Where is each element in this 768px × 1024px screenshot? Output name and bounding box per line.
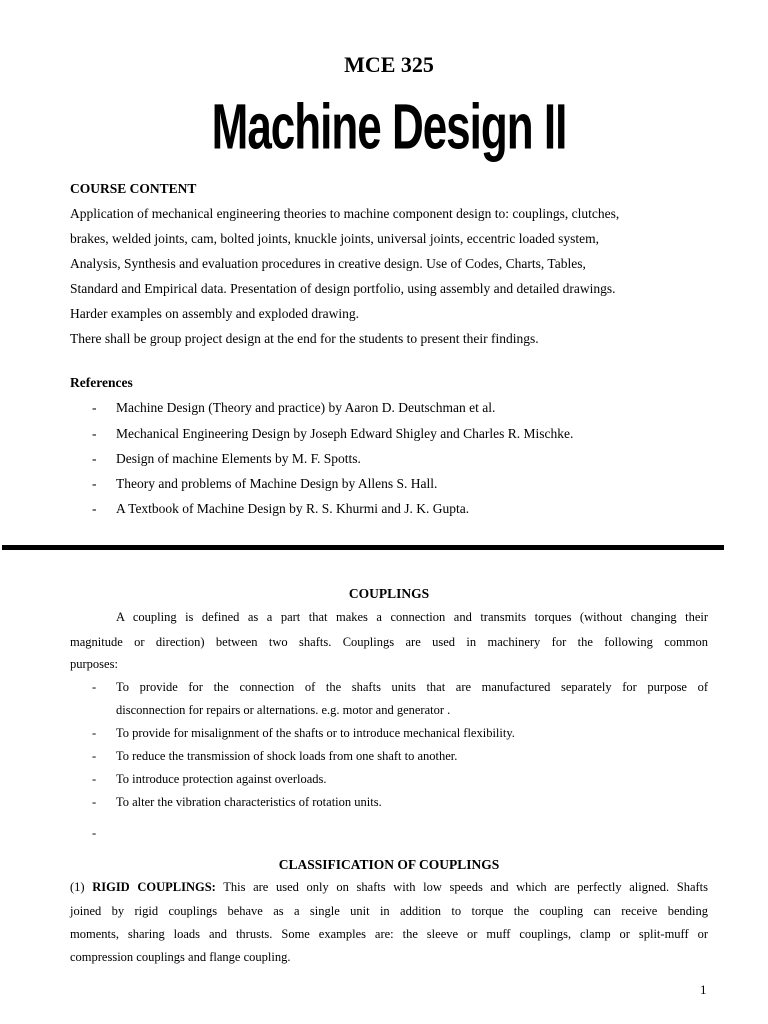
reference-text: A Textbook of Machine Design by R. S. Khurmi and J. K. Gupta. <box>116 501 470 516</box>
rigid-number: (1) <box>70 880 85 894</box>
course-content-line: Analysis, Synthesis and evaluation procedures in creative design. Use of Codes, Charts, Tables, <box>70 256 586 271</box>
reference-text: Theory and problems of Machine Design by Allens S. Hall. <box>116 476 438 491</box>
purpose-item: - To reduce the transmission of shock loads from one shaft to another. <box>92 749 458 763</box>
classification-heading: CLASSIFICATION OF COUPLINGS <box>278 857 500 872</box>
reference-text: Machine Design (Theory and practice) by Aaron D. Deutschman et al. <box>116 400 496 415</box>
course-content-line: There shall be group project design at the end for the students to present their findings. <box>70 331 539 346</box>
purpose-text: To provide for the connection of the shafts units that are manufactured separately for purpose of <box>116 680 708 694</box>
course-content-line: Application of mechanical engineering theories to machine component design to: couplings, clutches, <box>70 206 620 221</box>
purpose-text: To reduce the transmission of shock loads from one shaft to another. <box>116 749 458 763</box>
purpose-item: - To provide for misalignment of the shafts or to introduce mechanical flexibility. <box>92 726 515 740</box>
course-content-line: Standard and Empirical data. Presentation of design portfolio, using assembly and detailed drawings. <box>70 281 616 296</box>
reference-item: - Mechanical Engineering Design by Joseph Edward Shigley and Charles R. Mischke. <box>92 426 574 441</box>
empty-bullet: - <box>92 826 97 840</box>
course-content-line: Harder examples on assembly and exploded drawing. <box>70 306 360 321</box>
couplings-heading: COUPLINGS <box>348 586 430 601</box>
purpose-text: To introduce protection against overloads. <box>116 772 327 786</box>
page-number: 1 <box>700 982 707 997</box>
purpose-item: - To introduce protection against overloads. <box>92 772 327 786</box>
course-content-heading: COURSE CONTENT <box>70 181 197 196</box>
course-content-line: brakes, welded joints, cam, bolted joints, knuckle joints, universal joints, eccentric loaded system, <box>70 231 600 246</box>
couplings-intro-line <box>70 610 708 625</box>
course-title-text: Machine Design II <box>211 92 567 164</box>
reference-item: - A Textbook of Machine Design by R. S. Khurmi and J. K. Gupta. <box>92 501 470 516</box>
rigid-couplings-line: moments, sharing loads and thrusts. Some examples are: the sleeve or muff couplings, clamp or split-muff or <box>70 927 708 941</box>
references-heading: References <box>70 375 133 390</box>
purpose-text: To provide for misalignment of the shafts or to introduce mechanical flexibility. <box>116 726 515 740</box>
purpose-text-continued: disconnection for repairs or alternations. e.g. motor and generator . <box>116 703 451 717</box>
reference-item: - Design of machine Elements by M. F. Spotts. <box>92 451 361 466</box>
course-code: MCE 325 <box>344 52 434 77</box>
reference-text: Design of machine Elements by M. F. Spotts. <box>116 451 361 466</box>
reference-text: Mechanical Engineering Design by Joseph Edward Shigley and Charles R. Mischke. <box>116 426 574 441</box>
couplings-intro-line: purposes: <box>70 657 118 671</box>
rigid-couplings-line <box>70 880 708 895</box>
section-divider <box>2 545 724 550</box>
rigid-label: RIGID COUPLINGS: <box>92 880 216 894</box>
course-title <box>0 92 768 164</box>
reference-item: - Machine Design (Theory and practice) by Aaron D. Deutschman et al. <box>92 400 496 415</box>
rigid-text: This are used only on shafts with low speeds and which are perfectly aligned. Shafts <box>223 880 708 894</box>
purpose-text: To alter the vibration characteristics of rotation units. <box>116 795 382 809</box>
rigid-couplings-line: compression couplings and flange coupling. <box>70 950 291 964</box>
rigid-couplings-line: joined by rigid couplings behave as a single unit in addition to torque the coupling can receive bending <box>70 904 708 918</box>
purpose-item: - To provide for the connection of the shafts units that are manufactured separately for purpose of <box>92 680 708 694</box>
couplings-intro-line: magnitude or direction) between two shafts. Couplings are used in machinery for the following common <box>70 635 708 649</box>
purpose-item: - To alter the vibration characteristics of rotation units. <box>92 795 382 809</box>
couplings-intro-text: A coupling is defined as a part that makes a connection and transmits torques (without changing their <box>116 610 708 624</box>
reference-item: - Theory and problems of Machine Design by Allens S. Hall. <box>92 476 438 491</box>
